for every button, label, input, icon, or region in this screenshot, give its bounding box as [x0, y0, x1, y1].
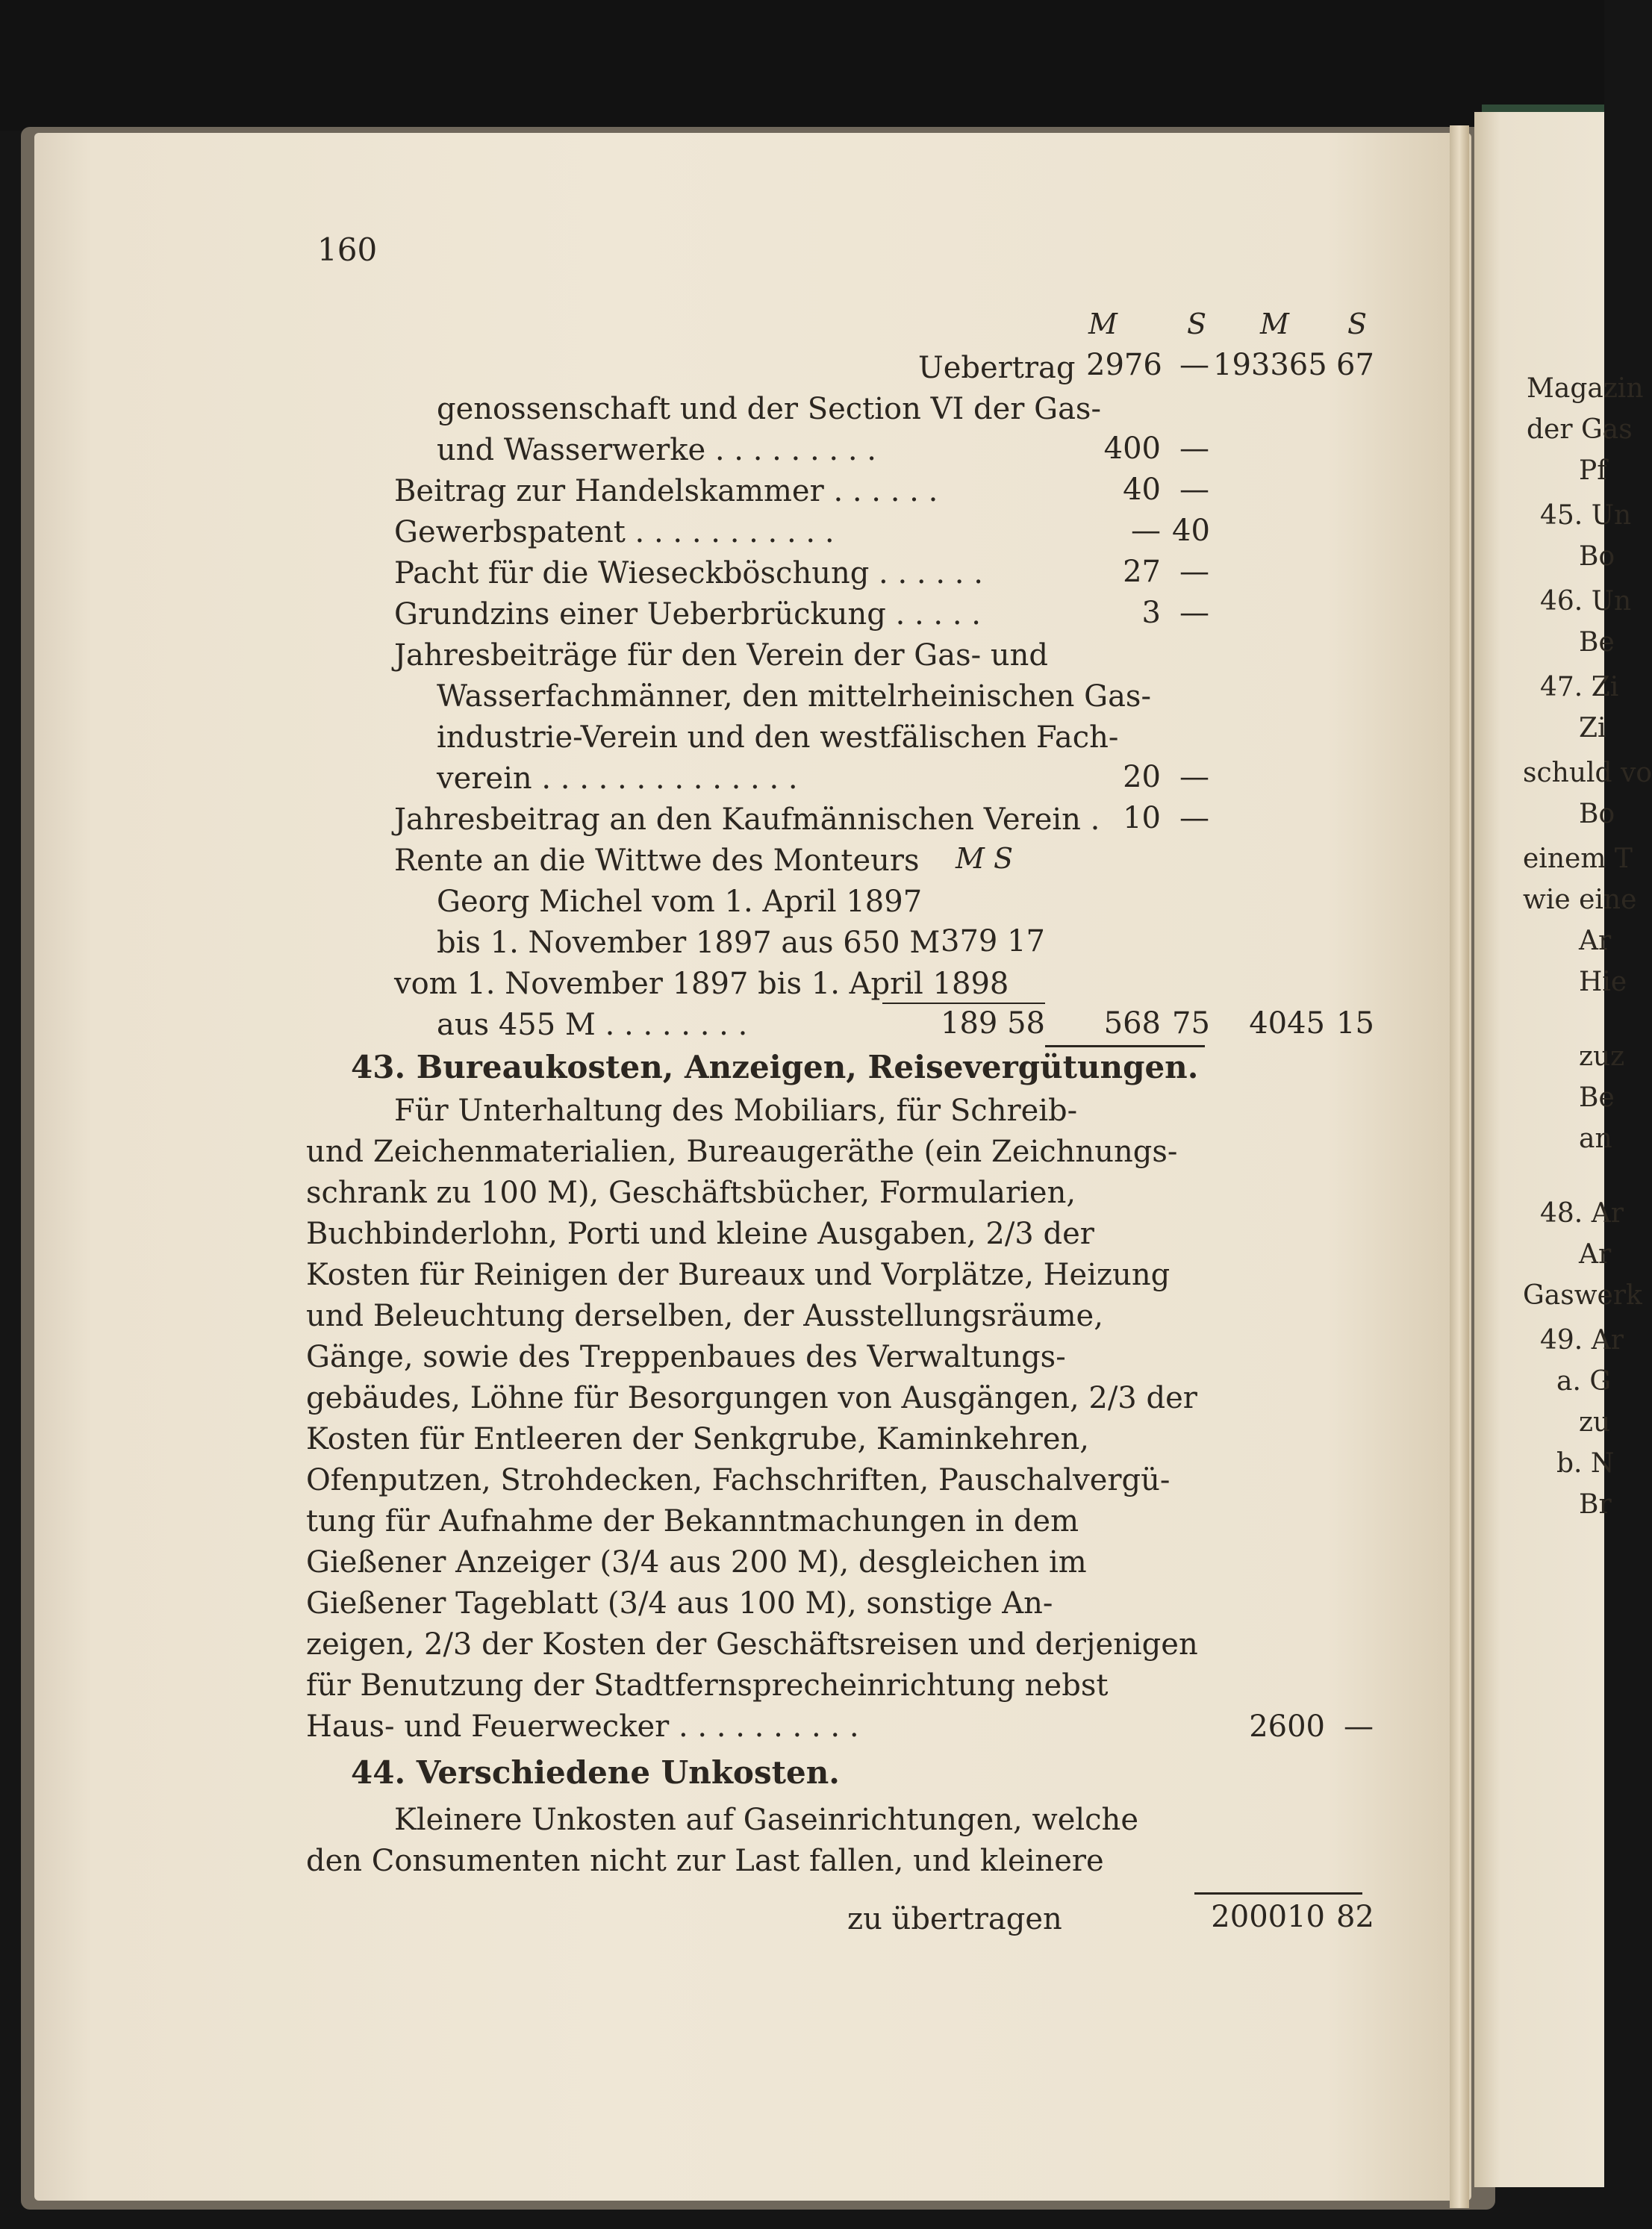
ledger-label: aus 455 M . . . . . . . . — [437, 1008, 748, 1042]
ledger-label: Gewerbspatent . . . . . . . . . . . — [394, 515, 835, 549]
facing-line: Be — [1579, 1082, 1615, 1113]
facing-line: Be — [1579, 627, 1615, 658]
ledger-label: industrie-Verein und den westfälischen Fach- — [437, 720, 1119, 755]
currency-header-mark: M — [1088, 308, 1118, 340]
ledger-amount: — — [1179, 760, 1209, 794]
ledger-label: vom 1. November 1897 bis 1. April 1898 — [394, 967, 1009, 1001]
carry-cents: 82 — [1336, 1900, 1374, 1934]
ledger-label: Uebertrag — [918, 351, 1076, 385]
ledger-amount: 193365 — [1213, 348, 1327, 382]
paragraph-line: Ofenputzen, Strohdecken, Fachschriften, Pauschalvergü- — [306, 1463, 1171, 1497]
ledger-label: Jahresbeiträge für den Verein der Gas- und — [394, 638, 1048, 673]
ledger-amount: 15 — [1336, 1006, 1374, 1041]
ledger-amount: 4045 — [1249, 1006, 1325, 1041]
paragraph-line: zeigen, 2/3 der Kosten der Geschäftsreisen und derjenigen — [306, 1627, 1198, 1662]
paragraph-line: Gießener Tageblatt (3/4 aus 100 M), sonstige An- — [306, 1586, 1053, 1621]
ledger-amount: 3 — [1141, 596, 1161, 630]
ledger-label: verein . . . . . . . . . . . . . . — [437, 761, 798, 796]
facing-line: Ar — [1579, 926, 1612, 956]
ledger-amount: — — [1131, 514, 1161, 548]
carry-label: zu übertragen — [847, 1902, 1062, 1936]
facing-line: Hie — [1579, 967, 1627, 997]
facing-line: 48. Ar — [1540, 1198, 1624, 1229]
facing-line: Gaswerk — [1523, 1280, 1642, 1311]
facing-line: Bo — [1579, 799, 1615, 829]
ledger-amount: 40 — [1172, 514, 1210, 548]
currency-header-pfennig: S — [1187, 308, 1207, 340]
carry-amount: 200010 — [1211, 1900, 1325, 1934]
ledger-amount: 568 — [1103, 1006, 1161, 1041]
paragraph-line: Gänge, sowie des Treppenbaues des Verwaltungs- — [306, 1340, 1066, 1374]
facing-line: 46. Un — [1540, 586, 1632, 617]
facing-line: 47. Zi — [1540, 672, 1619, 702]
subtotal-rule — [882, 1003, 1045, 1004]
section-43-amount: 2600 — [1249, 1709, 1325, 1744]
paragraph-line: Gießener Anzeiger (3/4 aus 200 M), desgleichen im — [306, 1545, 1087, 1580]
ledger-amount: 10 — [1123, 801, 1161, 835]
paragraph-line: für Benutzung der Stadtfernsprecheinrichtung nebst — [306, 1668, 1109, 1703]
ledger-amount: 40 — [1123, 473, 1161, 507]
paragraph-line: und Beleuchtung derselben, der Ausstellungsräume, — [306, 1299, 1103, 1333]
ledger-amount: 75 — [1172, 1006, 1210, 1041]
paragraph-line: Kosten für Entleeren der Senkgrube, Kaminkehren, — [306, 1422, 1090, 1456]
ledger-amount: — — [1179, 348, 1209, 382]
dark-background-top — [0, 0, 1604, 131]
ledger-amount: — — [1179, 473, 1209, 507]
ledger-label: Pacht für die Wieseckböschung . . . . . . — [394, 556, 983, 590]
ledger-amount: — — [1179, 555, 1209, 589]
facing-line: Magazin — [1527, 373, 1644, 404]
section-heading-43: 43. Bureaukosten, Anzeigen, Reisevergütungen. — [351, 1049, 1199, 1085]
ledger-amount: 20 — [1123, 760, 1161, 794]
ledger-amount: — — [1179, 801, 1209, 835]
currency-header-mark: M — [1260, 308, 1289, 340]
paragraph-line: tung für Aufnahme der Bekanntmachungen in dem — [306, 1504, 1079, 1539]
ledger-label: Georg Michel vom 1. April 1897 — [437, 885, 923, 919]
paragraph-line: den Consumenten nicht zur Last fallen, und kleinere — [306, 1844, 1104, 1878]
facing-page — [1474, 112, 1652, 2187]
facing-line: 45. Un — [1540, 500, 1632, 531]
facing-line: der Gas — [1527, 414, 1633, 445]
paragraph-line: Buchbinderlohn, Porti und kleine Ausgaben, 2/3 der — [306, 1217, 1094, 1251]
ledger-sub-amount: 189 58 — [941, 1006, 1045, 1041]
ledger-amount: 2976 — [1086, 348, 1162, 382]
ledger-label: und Wasserwerke . . . . . . . . . — [437, 433, 876, 467]
paragraph-line: gebäudes, Löhne für Besorgungen von Ausgängen, 2/3 der — [306, 1381, 1197, 1415]
paragraph-line: Kosten für Reinigen der Bureaux und Vorplätze, Heizung — [306, 1258, 1171, 1292]
facing-line: schuld vo — [1523, 758, 1652, 788]
carry-rule — [1194, 1892, 1362, 1895]
ledger-amount: 400 — [1103, 431, 1161, 466]
section-heading-44: 44. Verschiedene Unkosten. — [351, 1754, 840, 1791]
facing-line: zu — [1579, 1407, 1611, 1438]
ledger-label: Grundzins einer Ueberbrückung . . . . . — [394, 597, 981, 632]
ledger-label: Beitrag zur Handelskammer . . . . . . — [394, 474, 938, 508]
facing-line: b. N — [1556, 1448, 1615, 1479]
page-number: 160 — [317, 231, 378, 268]
ledger-label: Rente an die Wittwe des Monteurs — [394, 844, 920, 878]
facing-line: Ar — [1579, 1239, 1612, 1270]
page-edge — [1450, 125, 1469, 2208]
ledger-label: genossenschaft und der Section VI der Gas- — [437, 392, 1101, 426]
sub-currency-header: M S — [956, 842, 1014, 875]
paragraph-line: schrank zu 100 M), Geschäftsbücher, Formularien, — [306, 1176, 1076, 1210]
facing-line: Pf — [1579, 455, 1607, 486]
paragraph-line: Kleinere Unkosten auf Gaseinrichtungen, welche — [394, 1803, 1138, 1837]
currency-header-pfennig: S — [1347, 308, 1368, 340]
ledger-amount: 27 — [1123, 555, 1161, 589]
facing-line: a. G — [1556, 1366, 1612, 1397]
ledger-label: bis 1. November 1897 aus 650 M — [437, 926, 941, 960]
facing-line: Bo — [1579, 541, 1615, 572]
ledger-amount: 67 — [1336, 348, 1374, 382]
facing-line: wie eine — [1523, 885, 1637, 915]
facing-line: einem T — [1523, 844, 1633, 874]
ledger-sub-amount: 379 17 — [941, 924, 1045, 958]
ledger-amount: — — [1179, 431, 1209, 466]
paragraph-line: Haus- und Feuerwecker . . . . . . . . . . — [306, 1709, 859, 1744]
section-43-cents: — — [1344, 1709, 1374, 1744]
paragraph-line: und Zeichenmaterialien, Bureaugeräthe (ein Zeichnungs- — [306, 1135, 1178, 1169]
ledger-label: Wasserfachmänner, den mittelrheinischen Gas- — [437, 679, 1151, 714]
facing-line: zuz — [1579, 1041, 1625, 1072]
paragraph-line: Für Unterhaltung des Mobiliars, für Schreib- — [394, 1094, 1078, 1128]
facing-line: 49. Ar — [1540, 1325, 1624, 1356]
ledger-label: Jahresbeitrag an den Kaufmännischen Verein . — [394, 802, 1100, 837]
facing-line: an — [1579, 1123, 1612, 1154]
facing-line: Br — [1579, 1489, 1612, 1520]
ledger-amount: — — [1179, 596, 1209, 630]
total-rule — [1045, 1045, 1205, 1047]
facing-line: Zi — [1579, 713, 1606, 743]
